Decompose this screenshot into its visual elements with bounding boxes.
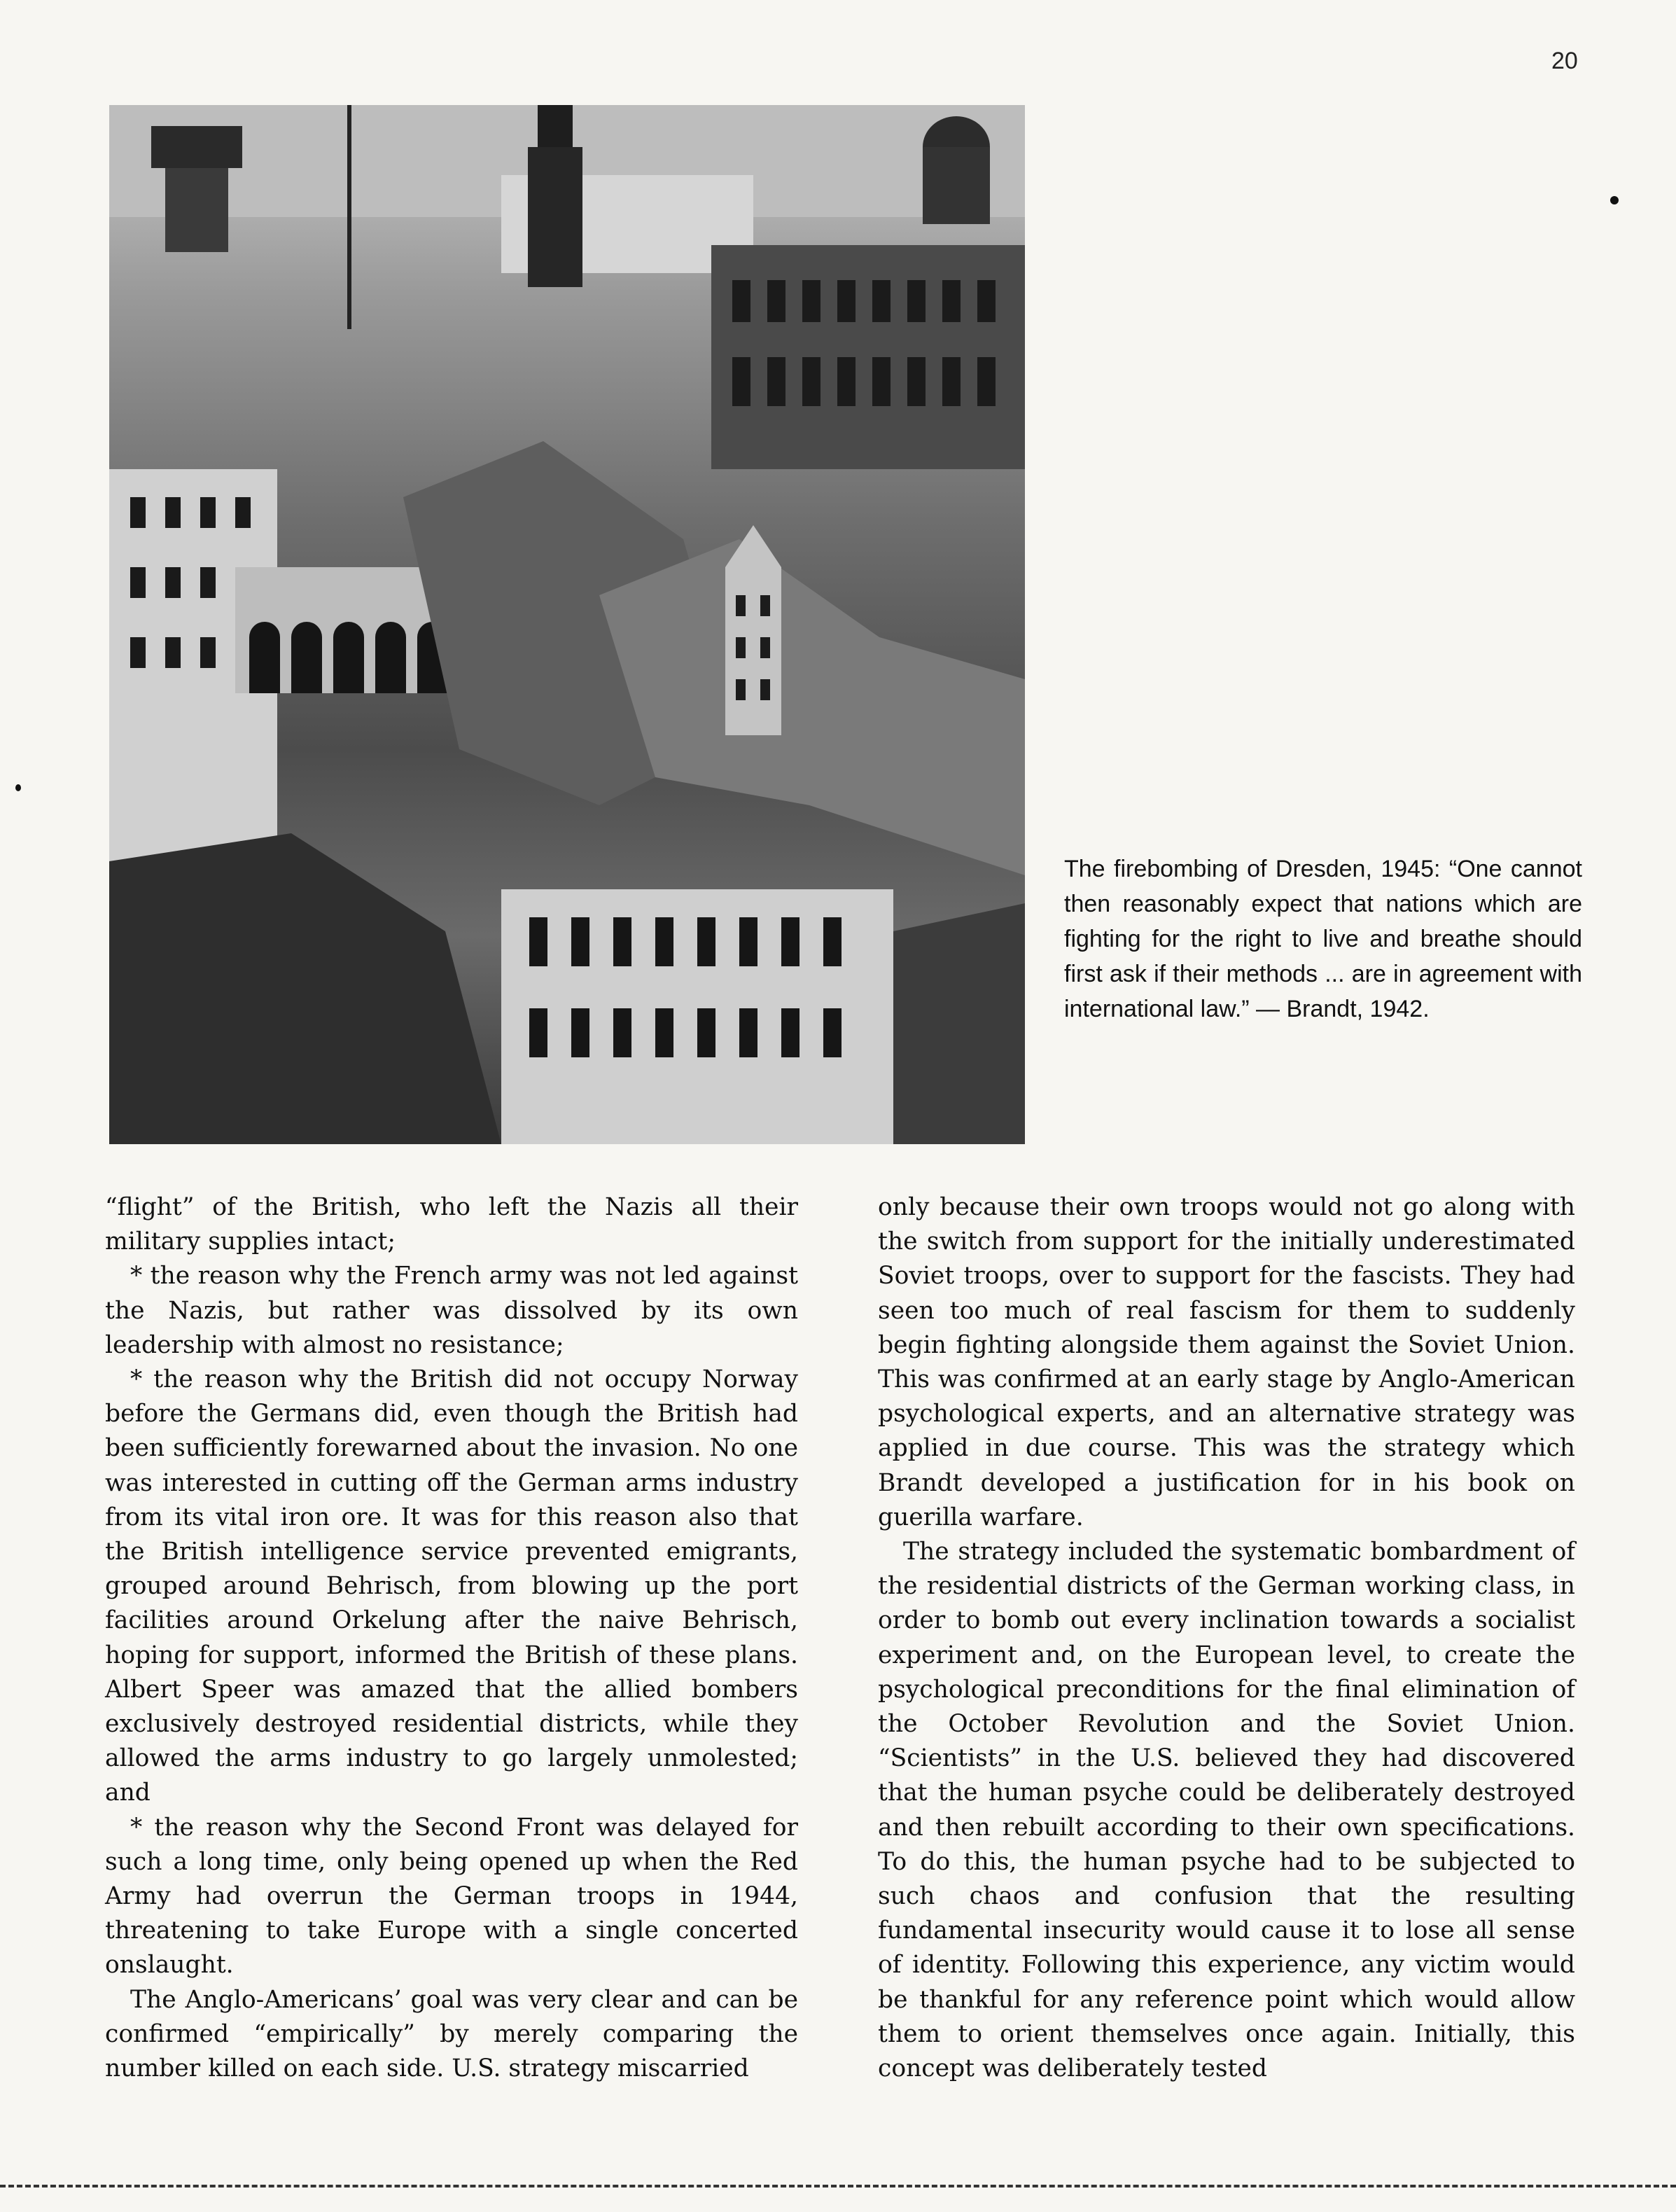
- dresden-ruins-photo: [109, 105, 1025, 1144]
- scan-speck: [15, 784, 21, 791]
- paragraph: * the reason why the British did not occupy Norway before the Germans did, even though the British had been sufficiently forewarned about the invasion. No one was interested in cutting off the German arms industry from its vital iron ore. It was for this reason also that the British intelligence service prevented emigrants, grouped around Behrisch, from blowing up the port facilities around Orkelung after the naive Behrisch, hoping for support, informed the British of these plans. Albert Speer was amazed that the allied bombers exclusively destroyed residential districts, while they allowed the arms industry to go largely unmolested; and: [105, 1365, 798, 1807]
- scan-speck: [1610, 196, 1619, 204]
- paragraph: “flight” of the British, who left the Nazis all their military supplies intact;: [105, 1193, 798, 1256]
- photo-caption: The firebombing of Dresden, 1945: “One cannot then reasonably expect that nations which are fighting for the right to live and breathe should first ask if their methods ... are in agreement with international law.” — Brandt, 1942.: [1064, 856, 1582, 1022]
- page-number: 20: [1551, 48, 1578, 74]
- paragraph: The strategy included the systematic bombardment of the residential districts of the German working class, in order to bomb out every inclination towards a socialist experiment and, on the European level, to create the psychological preconditions for the final elimination of the October Revolution and the Soviet Union. “Scientists” in the U.S. believed they had discovered that the human psyche could be deliberately destroyed and then rebuilt according to their own specifications. To do this, the human psyche had to be subjected to such chaos and confusion that the resulting fundamental insecurity would cause it to lose all sense of identity. Following this experience, any victim would be thankful for any reference point which would allow them to orient themselves once again. Initially, this concept was deliberately tested: [878, 1538, 1575, 2083]
- paragraph: * the reason why the French army was not led against the Nazis, but rather was dissolved by its own leadership with almost no resistance;: [105, 1262, 798, 1359]
- right-text-column: [878, 1190, 1575, 2086]
- paragraph: only because their own troops would not go along with the switch from support for the initially underestimated Soviet troops, over to support for the fascists. They had seen too much of real fascism for them to suddenly begin fighting alongside them against the Soviet Union. This was confirmed at an early stage by Anglo-American psychological experts, and an alternative strategy was applied in due course. This was the strategy which Brandt developed a justification for in his book on guerilla warfare.: [878, 1193, 1575, 1531]
- bottom-rule: [0, 2185, 1676, 2187]
- paragraph: * the reason why the Second Front was delayed for such a long time, only being opened up when the Red Army had overrun the German troops in 1944, threatening to take Europe with a single concerted onslaught.: [105, 1813, 798, 1980]
- photo-illustration: [109, 105, 1025, 1144]
- left-text-column: [105, 1190, 798, 2086]
- paragraph: The Anglo-Americans’ goal was very clear and can be confirmed “empirically” by merely comparing the number killed on each side. U.S. strategy miscarried: [105, 1985, 798, 2083]
